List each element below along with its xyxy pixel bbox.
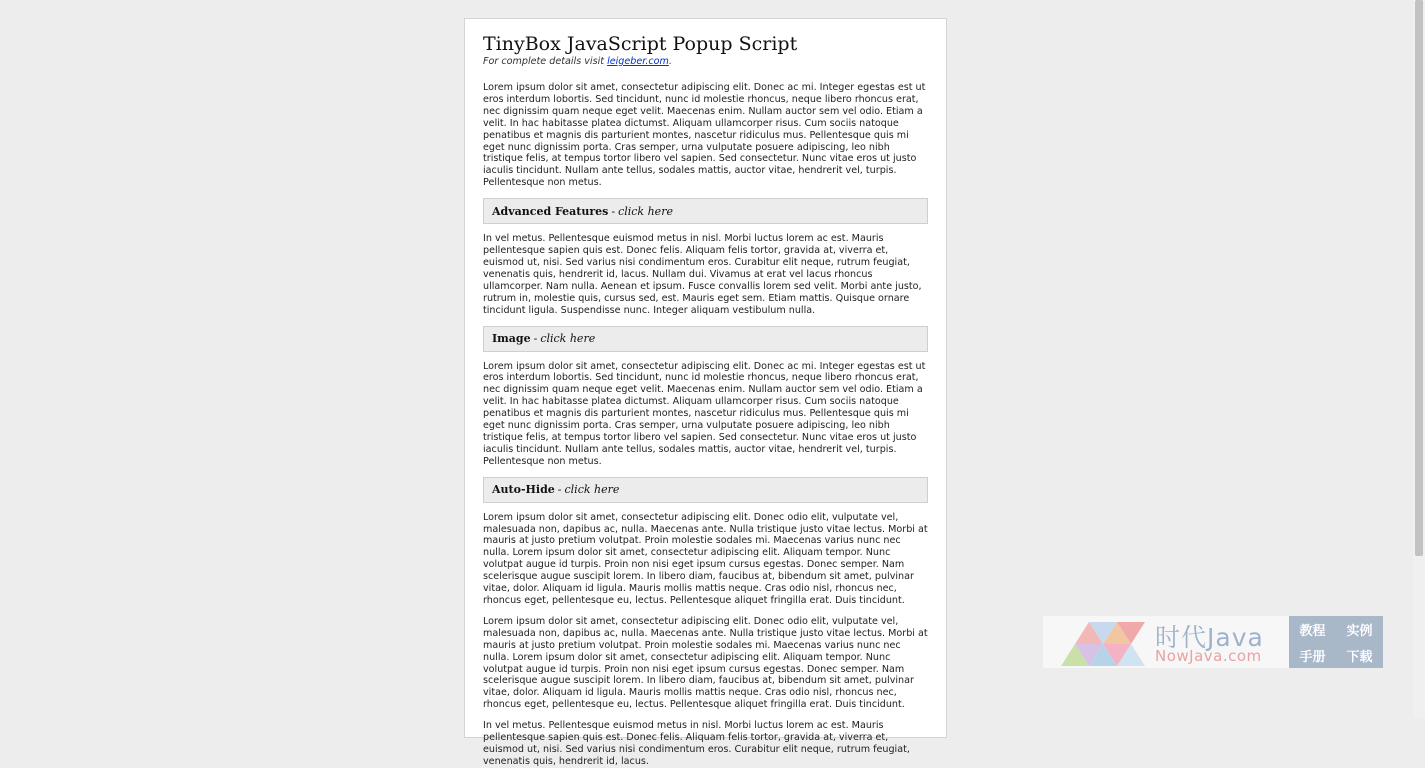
- triangle-logo-icon: [1061, 620, 1151, 666]
- section-separator: -: [611, 204, 616, 218]
- watermark-tags: [1289, 616, 1383, 668]
- auto-hide-trigger[interactable]: [483, 477, 928, 503]
- subtitle: [483, 56, 928, 68]
- advanced-features-trigger[interactable]: [483, 198, 928, 224]
- watermark-tag: 教程: [1299, 623, 1326, 639]
- watermark-tag: 手册: [1299, 649, 1326, 665]
- content-page: [464, 18, 947, 767]
- extra-paragraph: Lorem ipsum dolor sit amet, consectetur adipiscing elit. Donec odio elit, vulputate vel, malesuada non, dapibus ac, nulla. Maecenas ante. Nulla tristique justo vitae lectus. Morbi at mauris at justo pretium volutpat. Proin molestie sodales mi. Maecenas varius nunc nec nulla. Lorem ipsum dolor sit amet, consectetur adipiscing elit. Aliquam tempor. Nunc volutpat augue id turpis. Proin non nisi eget ipsum cursus egestas. Donec semper. Nam scelerisque augue suscipit lorem. In libero diam, faucibus at, bibendum sit amet, pulvinar vitae, dolor. Aliquam id ligula. Mauris mollis mattis neque. Cras odio nisl, rhoncus nec, rhoncus eget, pellentesque eu, lectus. Pellentesque aliquet fringilla erat. Duis tincidunt.: [483, 615, 928, 711]
- watermark-tag: 下载: [1346, 649, 1373, 665]
- section-separator: -: [533, 332, 538, 345]
- extra-paragraph: In vel metus. Pellentesque euismod metus in nisl. Morbi luctus lorem ac est. Mauris pellentesque sapien quis est. Donec felis. Aliquam felis tortor, gravida at, viverra et, euismod ut, nisi. Sed varius nisi condimentum eros. Curabitur elit neque, rutrum feugiat, venenatis quis, hendrerit id, lacus.: [483, 720, 910, 767]
- image-trigger[interactable]: [483, 326, 928, 352]
- site-link[interactable]: leigeber.com: [607, 56, 669, 67]
- click-here-link[interactable]: click here: [618, 204, 673, 218]
- section-title: Image: [492, 332, 531, 345]
- watermark-cn: 时代Java: [1155, 623, 1264, 652]
- watermark-tag: 实例: [1346, 623, 1373, 639]
- section-paragraph: Lorem ipsum dolor sit amet, consectetur adipiscing elit. Donec ac mi. Integer egestas est ut eros interdum lobortis. Sed tincidunt, nunc id molestie rhoncus, neque libero rhoncus erat, nec dignissim quam neque eget velit. Maecenas enim. Nullam auctor sem vel odio. Etiam a velit. In hac habitasse platea dictumst. Aliquam ullamcorper risus. Cum sociis natoque penatibus et magnis dis parturient montes, nascetur ridiculus mus. Pellentesque quis mi eget nunc dignissim porta. Cras semper, urna vulputate posuere adipiscing, leo nibh tristique felis, at tempus tortor libero vel sapien. Sed consectetur. Nunc vitae eros ut justo iaculis tincidunt. Nullam ante tellus, sodales mattis, auctor vitae, hendrerit vel, turpis. Pellentesque non metus.: [483, 360, 926, 467]
- intro-paragraph: Lorem ipsum dolor sit amet, consectetur adipiscing elit. Donec ac mi. Integer egestas est ut eros interdum lobortis. Sed tincidunt, nunc id molestie rhoncus, neque libero rhoncus erat, nec dignissim quam neque eget velit. Maecenas enim. Nullam auctor sem vel odio. Etiam a velit. In hac habitasse platea dictumst. Aliquam ullamcorper risus. Cum sociis natoque penatibus et magnis dis parturient montes, nascetur ridiculus mus. Pellentesque quis mi eget nunc dignissim porta. Cras semper, urna vulputate posuere adipiscing, leo nibh tristique felis, at tempus tortor libero vel sapien. Sed consectetur. Nunc vitae eros ut justo iaculis tincidunt. Nullam ante tellus, sodales mattis, auctor vitae, hendrerit vel, turpis. Pellentesque non metus.: [483, 82, 926, 189]
- scrollbar-thumb[interactable]: [1415, 0, 1423, 556]
- vertical-scrollbar[interactable]: [1413, 0, 1425, 718]
- click-here-link[interactable]: click here: [564, 483, 620, 497]
- watermark: [1043, 616, 1383, 668]
- watermark-en: NowJava.com: [1155, 647, 1262, 665]
- page-title: TinyBox JavaScript Popup Script: [483, 33, 798, 55]
- section-title: Auto-Hide: [492, 483, 555, 497]
- watermark-brand: [1043, 616, 1289, 668]
- section-paragraph: In vel metus. Pellentesque euismod metus in nisl. Morbi luctus lorem ac est. Mauris pellentesque sapien quis est. Donec felis. Aliquam felis tortor, gravida at, viverra et, euismod ut, nisi. Sed varius nisi condimentum eros. Curabitur elit neque, rutrum feugiat, venenatis quis, hendrerit id, lacus. Nullam dui. Vivamus at erat vel lacus rhoncus ullamcorper. Nam nulla. Aenean et ipsum. Fusce convallis lorem sed velit. Morbi ante justo, rutrum in, molestie quis, cursus sed, est. Mauris eget sem. Etiam mattis. Quisque ornare tincidunt ligula. Suspendisse nunc. Integer aliquam vestibulum nulla.: [483, 233, 922, 316]
- subtitle-suffix: .: [668, 56, 672, 67]
- section-separator: -: [557, 483, 562, 497]
- click-here-link[interactable]: click here: [540, 332, 596, 345]
- subtitle-prefix: For complete details visit: [483, 56, 608, 67]
- section-title: Advanced Features: [492, 204, 609, 218]
- section-paragraph: Lorem ipsum dolor sit amet, consectetur adipiscing elit. Donec odio elit, vulputate vel, malesuada non, dapibus ac, nulla. Maecenas ante. Nulla tristique justo vitae lectus. Morbi at mauris at justo pretium volutpat. Proin molestie sodales mi. Maecenas varius nunc nec nulla. Lorem ipsum dolor sit amet, consectetur adipiscing elit. Aliquam tempor. Nunc volutpat augue id turpis. Proin non nisi eget ipsum cursus egestas. Donec semper. Nam scelerisque augue suscipit lorem. In libero diam, faucibus at, bibendum sit amet, pulvinar vitae, dolor. Aliquam id ligula. Mauris mollis mattis neque. Cras odio nisl, rhoncus nec, rhoncus eget, pellentesque eu, lectus. Pellentesque aliquet fringilla erat. Duis tincidunt.: [483, 511, 928, 606]
